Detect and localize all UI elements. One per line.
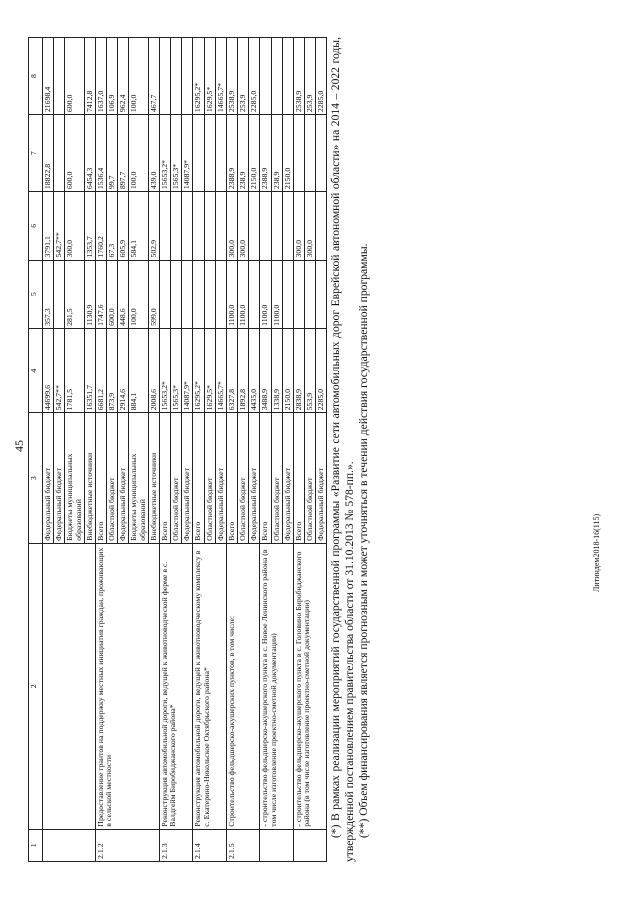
amount-cell: 897,7 (118, 115, 129, 192)
amount-cell: 873,9 (107, 328, 118, 413)
funding-source: Федеральный бюджет (118, 413, 129, 543)
amount-cell: 2285,0 (249, 38, 260, 115)
amount-cell (293, 260, 304, 328)
amount-cell: 15653,2* (159, 115, 170, 192)
item-name: Строительство фельдшерско-акушерских пунктов, в том числе: (226, 543, 260, 829)
funding-source: Областной бюджет (107, 413, 118, 543)
amount-cell: 100,0 (129, 115, 148, 192)
header-cell: 8 (29, 38, 43, 115)
page-number: 45 (12, 440, 26, 452)
amount-cell: 1747,6 (95, 260, 106, 328)
amount-cell: 14665,7* (215, 38, 226, 115)
amount-cell: 3791,1 (43, 192, 54, 260)
amount-cell: 253,9 (305, 38, 316, 115)
funding-source: Всего (260, 413, 271, 543)
amount-cell: 14665,7* (215, 328, 226, 413)
item-name: - строительство фельдшерско-акушерского пункта в с. Новое Ленинского района (в том числе изготовление проектно-сметной документации) (260, 543, 294, 829)
amount-cell (316, 115, 327, 192)
amount-cell: 18822,8 (43, 115, 54, 192)
amount-cell: 1629,5* (204, 328, 215, 413)
funding-source: Областной бюджет (305, 413, 316, 543)
footnote: (**) Объем финансирования является прогнозным и может уточняться в течении действия государственной программы. (357, 243, 371, 838)
funding-source: Федеральный бюджет (282, 413, 293, 543)
amount-cell: 1565,3* (171, 328, 182, 413)
amount-cell: 448,6 (118, 260, 129, 328)
amount-cell (171, 38, 182, 115)
funding-source: Областной бюджет (238, 413, 249, 543)
amount-cell (193, 192, 204, 260)
amount-cell: 600,0 (65, 115, 84, 192)
amount-cell: 2838,9 (293, 328, 304, 413)
funding-source: Областной бюджет (271, 413, 282, 543)
amount-cell (159, 260, 170, 328)
funding-source: Всего (159, 413, 170, 543)
item-name: Реконструкция автомобильной дороги, ведущей к животноводческому комплексу в с. Екатерино-Никольское Октябрьского района* (193, 543, 227, 829)
amount-cell (215, 192, 226, 260)
funding-source: Всего (193, 413, 204, 543)
item-number (293, 829, 327, 861)
amount-cell: 1100,0 (260, 260, 271, 328)
amount-cell (54, 115, 65, 192)
amount-cell: 1781,5 (65, 328, 84, 413)
funding-source: Бюджеты муниципальных образований (129, 413, 148, 543)
amount-cell (159, 192, 170, 260)
header-cell: 5 (29, 260, 43, 328)
amount-cell: 99,7 (107, 115, 118, 192)
amount-cell: 2914,6 (118, 328, 129, 413)
amount-cell (204, 115, 215, 192)
funding-source: Федеральный бюджет (43, 413, 54, 543)
funding-source: Областной бюджет (171, 413, 182, 543)
amount-cell: 2150,0 (282, 115, 293, 192)
amount-cell: 553,9 (305, 328, 316, 413)
rotated-page-content (28, 12, 568, 892)
amount-cell: 884,1 (129, 328, 148, 413)
table-row (226, 38, 237, 862)
amount-cell: 1760,2 (95, 192, 106, 260)
amount-cell: 584,1 (129, 192, 148, 260)
amount-cell: 1353,7 (84, 192, 95, 260)
amount-cell (171, 192, 182, 260)
table-row (260, 38, 271, 862)
item-name: Реконструкция автомобильной дороги, ведущей к животноводческой ферме в с. Валдгейм Биробиджанского района* (159, 543, 193, 829)
amount-cell (282, 192, 293, 260)
amount-cell: 1536,4 (95, 115, 106, 192)
amount-cell: 67,3 (107, 192, 118, 260)
amount-cell: 253,9 (238, 38, 249, 115)
amount-cell: 6327,8 (226, 328, 237, 413)
amount-cell: 106,9 (107, 38, 118, 115)
item-number (260, 829, 294, 861)
funding-source: Всего (293, 413, 304, 543)
amount-cell: 300,0 (305, 192, 316, 260)
amount-cell: 1892,8 (238, 328, 249, 413)
item-name: Предоставление грантов на поддержку местных инициатив граждан, проживающих в сельской местности (95, 543, 159, 829)
header-cell: 7 (29, 115, 43, 192)
header-cell: 2 (29, 543, 43, 829)
funding-source: Федеральный бюджет (249, 413, 260, 543)
document-stamp: Литиндем2018-16(115) (592, 513, 601, 592)
amount-cell: 4435,0 (249, 328, 260, 413)
item-number: 2.1.4 (193, 829, 227, 861)
amount-cell: 2538,9 (293, 38, 304, 115)
amount-cell: 542,7** (54, 328, 65, 413)
amount-cell: 44699,6 (43, 328, 54, 413)
amount-cell (182, 192, 193, 260)
amount-cell: 16351,7 (84, 328, 95, 413)
amount-cell: 14087,9* (182, 115, 193, 192)
amount-cell (282, 38, 293, 115)
amount-cell: 100,0 (129, 38, 148, 115)
amount-cell: 2285,0 (316, 328, 327, 413)
amount-cell (204, 260, 215, 328)
amount-cell: 2150,0 (282, 328, 293, 413)
amount-cell (271, 38, 282, 115)
amount-cell (271, 192, 282, 260)
amount-cell (182, 38, 193, 115)
amount-cell: 1100,0 (226, 260, 237, 328)
amount-cell: 605,9 (118, 192, 129, 260)
amount-cell: 357,3 (43, 260, 54, 328)
amount-cell: 14087,9* (182, 328, 193, 413)
amount-cell: 2150,0 (249, 115, 260, 192)
funding-source: Федеральный бюджет (316, 413, 327, 543)
amount-cell: 281,5 (65, 260, 84, 328)
amount-cell: 15653,2* (159, 328, 170, 413)
amount-cell: 7412,8 (84, 38, 95, 115)
amount-cell (204, 192, 215, 260)
amount-cell: 599,0 (148, 260, 159, 328)
amount-cell: 502,9 (148, 192, 159, 260)
header-row (29, 38, 43, 862)
amount-cell: 600,0 (65, 38, 84, 115)
amount-cell (193, 115, 204, 192)
amount-cell: 238,9 (238, 115, 249, 192)
table-row (293, 38, 304, 862)
amount-cell: 300,0 (238, 192, 249, 260)
amount-cell: 100,0 (129, 260, 148, 328)
amount-cell: 2388,9 (260, 115, 271, 192)
amount-cell (159, 38, 170, 115)
amount-cell: 1565,3* (171, 115, 182, 192)
funding-source: Федеральный бюджет (215, 413, 226, 543)
amount-cell: 6454,3 (84, 115, 95, 192)
funding-source: Внебюджетные источники (84, 413, 95, 543)
funding-source: Федеральный бюджет (182, 413, 193, 543)
header-cell: 1 (29, 829, 43, 861)
amount-cell: 2008,6 (148, 328, 159, 413)
header-cell: 4 (29, 328, 43, 413)
item-name (43, 543, 96, 829)
funding-source: Внебюджетные источники (148, 413, 159, 543)
amount-cell: 1637,0 (95, 38, 106, 115)
item-number: 2.1.3 (159, 829, 193, 861)
amount-cell: 1130,9 (84, 260, 95, 328)
funding-source: Бюджеты муниципальных образований (65, 413, 84, 543)
amount-cell: 2388,9 (226, 115, 237, 192)
footnotes (329, 37, 371, 862)
amount-cell: 300,0 (226, 192, 237, 260)
table-body (43, 38, 327, 862)
amount-cell: 16295,2* (193, 38, 204, 115)
amount-cell: 6681,2 (95, 328, 106, 413)
header-cell: 3 (29, 413, 43, 543)
funding-source: Всего (95, 413, 106, 543)
amount-cell: 16295,2* (193, 328, 204, 413)
amount-cell: 2285,0 (316, 38, 327, 115)
amount-cell (282, 260, 293, 328)
amount-cell: 3488,9 (260, 328, 271, 413)
amount-cell (54, 38, 65, 115)
amount-cell: 1100,0 (271, 260, 282, 328)
amount-cell (293, 115, 304, 192)
amount-cell: 2538,9 (226, 38, 237, 115)
amount-cell: 300,0 (65, 192, 84, 260)
amount-cell (193, 260, 204, 328)
amount-cell (249, 192, 260, 260)
amount-cell (215, 115, 226, 192)
table-row (95, 38, 106, 862)
amount-cell: 600,0 (107, 260, 118, 328)
table-row (43, 38, 54, 862)
item-number: 2.1.2 (95, 829, 159, 861)
budget-table (28, 37, 327, 862)
amount-cell (305, 115, 316, 192)
item-number: 2.1.5 (226, 829, 260, 861)
footnote: (*) В рамках реализации мероприятий государственной программы «Развитие сети автомобильных дорог Еврейской автономной области» на 2014 – 2022 годы, утвержденной постановлением правительства области от 31.10.2013 № 578-пп.». (329, 37, 357, 862)
amount-cell: 1338,9 (271, 328, 282, 413)
amount-cell (249, 260, 260, 328)
table-row (159, 38, 170, 862)
amount-cell: 467,7 (148, 38, 159, 115)
funding-source: Всего (226, 413, 237, 543)
amount-cell: 1629,5* (204, 38, 215, 115)
table-row (193, 38, 204, 862)
amount-cell (305, 260, 316, 328)
amount-cell: 439,0 (148, 115, 159, 192)
amount-cell: 300,0 (293, 192, 304, 260)
amount-cell (260, 192, 271, 260)
amount-cell (215, 260, 226, 328)
amount-cell: 238,9 (271, 115, 282, 192)
amount-cell (182, 260, 193, 328)
amount-cell (316, 192, 327, 260)
funding-source: Областной бюджет (204, 413, 215, 543)
item-name: - строительство фельдшерско-акушерского пункта в с. Головино Биробиджанского района (в том числе изготовление проектно-сметной документации) (293, 543, 327, 829)
amount-cell (171, 260, 182, 328)
amount-cell (260, 38, 271, 115)
amount-cell (316, 260, 327, 328)
header-cell: 6 (29, 192, 43, 260)
funding-source: Федеральный бюджет (54, 413, 65, 543)
amount-cell: 21698,4 (43, 38, 54, 115)
item-number (43, 829, 96, 861)
amount-cell: 962,4 (118, 38, 129, 115)
amount-cell: 1100,0 (238, 260, 249, 328)
amount-cell (54, 260, 65, 328)
amount-cell: 542,7** (54, 192, 65, 260)
